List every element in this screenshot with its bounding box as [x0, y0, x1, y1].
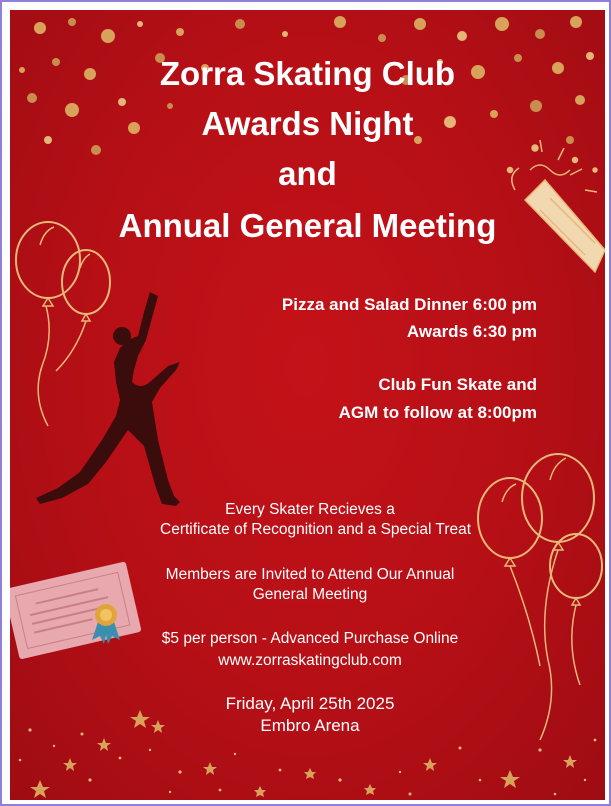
meeting-line-2: General Meeting — [252, 586, 368, 603]
event-date: Friday, April 25th 2025 — [225, 694, 395, 713]
event-venue: Embro Arena — [260, 716, 360, 735]
title-line-club: Zorra Skating Club — [159, 55, 456, 92]
certificate-line-2: Certificate of Recognition and a Special Treat — [160, 521, 472, 538]
title-line-agm: Annual General Meeting — [118, 207, 497, 244]
website-link[interactable]: www.zorraskatingclub.com — [218, 652, 402, 669]
price-line: $5 per person - Advanced Purchase Online — [161, 630, 459, 647]
schedule-awards: Awards 6:30 pm — [406, 322, 537, 341]
schedule-dinner: Pizza and Salad Dinner 6:00 pm — [281, 295, 537, 314]
figure-skater-icon — [36, 292, 180, 506]
balloons-left-icon — [16, 222, 110, 426]
schedule-agm: AGM to follow at 8:00pm — [338, 403, 537, 422]
balloons-right-icon — [478, 454, 602, 740]
gold-sparkles — [19, 728, 597, 795]
certificate-line-1: Every Skater Recieves a — [225, 501, 395, 518]
title-line-awards: Awards Night — [201, 105, 414, 142]
certificate-icon — [10, 561, 142, 659]
meeting-line-1: Members are Invited to Attend Our Annual — [165, 566, 455, 583]
event-poster — [10, 10, 605, 800]
schedule-fun-skate: Club Fun Skate and — [378, 375, 537, 394]
title-line-and: and — [278, 155, 337, 192]
